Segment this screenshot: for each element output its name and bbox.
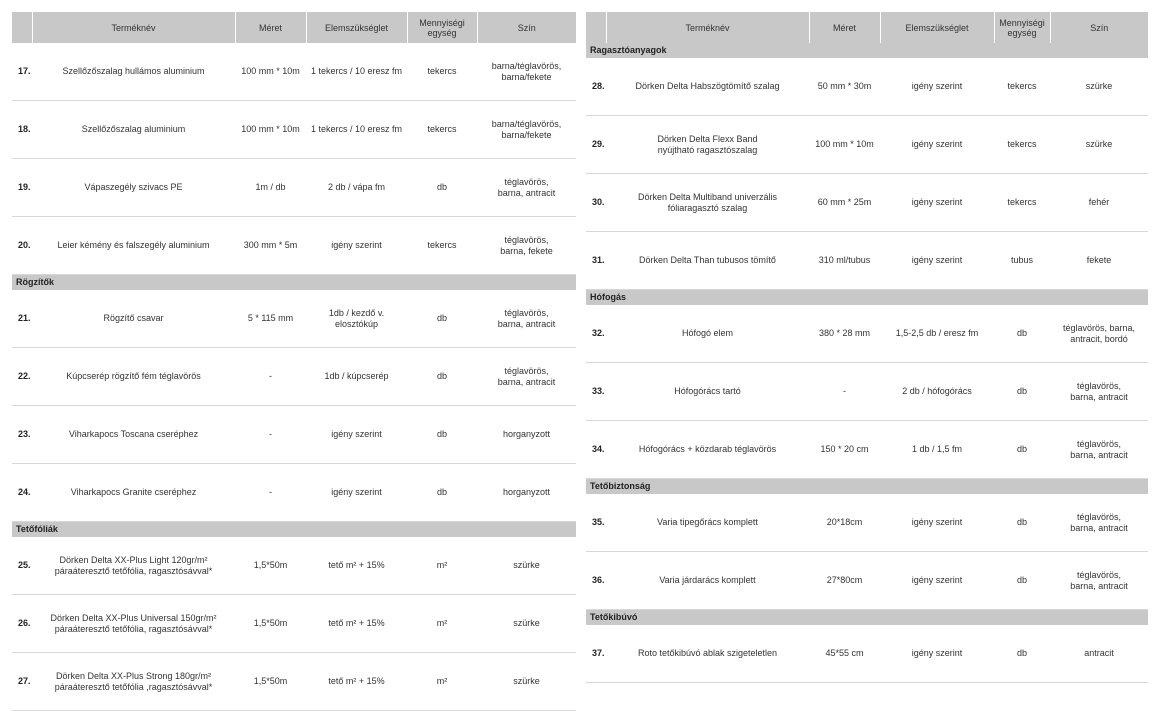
item-unit: m² [407,595,477,653]
item-unit: m² [407,653,477,711]
item-number: 30. [586,174,606,232]
section-header-rogzitok [12,275,576,291]
item-number: 22. [12,348,32,406]
table-row [12,101,576,159]
table-row [12,43,576,101]
item-requirement: tető m² + 15% [306,537,407,595]
item-requirement: igény szerint [880,552,994,610]
item-unit: tekercs [407,101,477,159]
item-color: téglavörös, barna, antracit [477,290,576,348]
section-header-tetofoliak [12,522,576,538]
item-color: téglavörös, barna, antracit, bordó [1050,305,1148,363]
item-color: téglavörös, barna, fekete [477,217,576,275]
item-unit: db [407,464,477,522]
item-requirement: 1,5-2,5 db / eresz fm [880,305,994,363]
item-name: Rögzítő csavar [32,290,235,348]
item-unit: m² [407,537,477,595]
item-color: téglavörös, barna, antracit [1050,552,1148,610]
item-requirement: igény szerint [880,174,994,232]
item-size: 380 * 28 mm [809,305,880,363]
item-size: 100 mm * 10m [809,116,880,174]
item-number: 23. [12,406,32,464]
item-size: 60 mm * 25m [809,174,880,232]
item-unit: db [994,494,1050,552]
item-size: - [235,464,306,522]
item-name: Leier kémény és falszegély aluminium [32,217,235,275]
item-size: 310 ml/tubus [809,232,880,290]
header-unit: Mennyiségi egység [994,12,1050,43]
item-number: 24. [12,464,32,522]
item-unit: db [407,159,477,217]
item-color: fehér [1050,174,1148,232]
item-name: Vápaszegély szivacs PE [32,159,235,217]
item-name: Varia járdarács komplett [606,552,809,610]
item-unit: db [994,625,1050,683]
header-product-name: Terméknév [32,12,235,43]
item-color: téglavörös, barna, antracit [477,348,576,406]
item-size: 150 * 20 cm [809,421,880,479]
item-name: Varia tipegőrács komplett [606,494,809,552]
item-color: barna/téglavörös, barna/fekete [477,101,576,159]
item-size: - [235,348,306,406]
item-number: 27. [12,653,32,711]
item-size: 1,5*50m [235,653,306,711]
header-size: Méret [809,12,880,43]
section-header-hofogas [586,290,1148,306]
item-requirement: igény szerint [306,464,407,522]
item-number: 21. [12,290,32,348]
item-color: szürke [477,653,576,711]
item-number: 32. [586,305,606,363]
item-number: 26. [12,595,32,653]
item-requirement: 1 tekercs / 10 eresz fm [306,101,407,159]
item-number: 19. [12,159,32,217]
item-name: Dörken Delta XX-Plus Universal 150gr/m² páraáteresztő tetőfólia, ragasztósávval* [32,595,235,653]
item-unit: db [407,348,477,406]
header-unit: Mennyiségi egység [407,12,477,43]
table-row [12,464,576,522]
item-requirement: igény szerint [306,217,407,275]
item-size: 1m / db [235,159,306,217]
section-title: Hófogás [586,290,1148,306]
item-size: 27*80cm [809,552,880,610]
item-number: 37. [586,625,606,683]
item-unit: tubus [994,232,1050,290]
table-row [12,159,576,217]
item-name: Dörken Delta XX-Plus Light 120gr/m² páraáteresztő tetőfólia, ragasztósávval* [32,537,235,595]
item-name: Viharkapocs Granite cseréphez [32,464,235,522]
item-color: téglavörös, barna, antracit [477,159,576,217]
item-size: - [235,406,306,464]
item-number: 36. [586,552,606,610]
item-unit: tekercs [994,174,1050,232]
item-name: Dörken Delta Flexx Band nyújtható ragasztószalag [606,116,809,174]
item-number: 28. [586,58,606,116]
item-unit: tekercs [994,58,1050,116]
section-header-tetokibuvo [586,610,1148,626]
item-requirement: 2 db / hófogórács [880,363,994,421]
table-row [12,217,576,275]
item-name: Hófogó elem [606,305,809,363]
header-number [586,12,606,43]
section-title: Rögzítők [12,275,576,291]
table-row [586,116,1148,174]
section-header-ragasztoanyagok [586,43,1148,58]
item-color: barna/téglavörös, barna/fekete [477,43,576,101]
item-size: 45*55 cm [809,625,880,683]
item-number: 34. [586,421,606,479]
item-color: antracit [1050,625,1148,683]
item-number: 25. [12,537,32,595]
section-title: Tetőfóliák [12,522,576,538]
item-requirement: 1 db / 1,5 fm [880,421,994,479]
table-row [586,232,1148,290]
item-color: szürke [1050,116,1148,174]
item-size: 5 * 115 mm [235,290,306,348]
table-row [586,421,1148,479]
item-color: téglavörös, barna, antracit [1050,421,1148,479]
item-name: Dörken Delta Multiband univerzális fóliaragasztó szalag [606,174,809,232]
table-row [586,363,1148,421]
item-size: 20*18cm [809,494,880,552]
item-color: téglavörös, barna, antracit [1050,494,1148,552]
item-size: 100 mm * 10m [235,101,306,159]
product-table-right [586,12,1148,683]
item-requirement: tető m² + 15% [306,653,407,711]
item-color: horganyzott [477,464,576,522]
header-requirement: Elemszükséglet [880,12,994,43]
item-name: Szellőzőszalag aluminium [32,101,235,159]
item-unit: db [407,406,477,464]
table-row [586,58,1148,116]
table-row [586,625,1148,683]
table-row [12,653,576,711]
item-number: 31. [586,232,606,290]
item-color: horganyzott [477,406,576,464]
item-unit: tekercs [994,116,1050,174]
item-name: Dörken Delta Than tubusos tömítő [606,232,809,290]
table-row [12,290,576,348]
item-size: 1,5*50m [235,595,306,653]
section-title: Ragasztóanyagok [586,43,1148,58]
item-name: Kúpcserép rögzítő fém téglavörös [32,348,235,406]
item-name: Hófogórács + közdarab téglavörös [606,421,809,479]
item-size: - [809,363,880,421]
item-name: Szellőzőszalag hullámos aluminium [32,43,235,101]
table-row [12,348,576,406]
item-unit: tekercs [407,43,477,101]
item-unit: db [994,421,1050,479]
item-unit: db [994,363,1050,421]
table-row [586,494,1148,552]
header-number [12,12,32,43]
item-unit: tekercs [407,217,477,275]
section-title: Tetőbiztonság [586,479,1148,495]
item-size: 50 mm * 30m [809,58,880,116]
table-row [586,305,1148,363]
item-name: Viharkapocs Toscana cseréphez [32,406,235,464]
item-name: Dörken Delta XX-Plus Strong 180gr/m² páraáteresztő tetőfólia ,ragasztósávval* [32,653,235,711]
item-requirement: igény szerint [880,625,994,683]
item-requirement: 1db / kúpcserép [306,348,407,406]
header-size: Méret [235,12,306,43]
item-number: 17. [12,43,32,101]
product-table-left [12,12,576,711]
item-number: 29. [586,116,606,174]
table-header [12,12,576,43]
item-number: 33. [586,363,606,421]
item-color: szürke [477,595,576,653]
item-requirement: igény szerint [880,58,994,116]
item-color: szürke [477,537,576,595]
item-unit: db [407,290,477,348]
table-row [586,174,1148,232]
table-row [12,537,576,595]
item-requirement: igény szerint [306,406,407,464]
header-product-name: Terméknév [606,12,809,43]
item-number: 35. [586,494,606,552]
item-size: 1,5*50m [235,537,306,595]
item-requirement: igény szerint [880,116,994,174]
header-color: Szín [1050,12,1148,43]
header-color: Szín [477,12,576,43]
section-title: Tetőkibúvó [586,610,1148,626]
item-name: Hófogórács tartó [606,363,809,421]
item-unit: db [994,305,1050,363]
item-size: 300 mm * 5m [235,217,306,275]
item-requirement: 1db / kezdő v. elosztókúp [306,290,407,348]
header-requirement: Elemszükséglet [306,12,407,43]
table-header [586,12,1148,43]
table-row [586,552,1148,610]
item-requirement: tető m² + 15% [306,595,407,653]
item-unit: db [994,552,1050,610]
item-color: fekete [1050,232,1148,290]
item-requirement: 1 tekercs / 10 eresz fm [306,43,407,101]
item-size: 100 mm * 10m [235,43,306,101]
item-number: 20. [12,217,32,275]
item-requirement: igény szerint [880,232,994,290]
item-requirement: 2 db / vápa fm [306,159,407,217]
item-color: téglavörös, barna, antracit [1050,363,1148,421]
item-requirement: igény szerint [880,494,994,552]
item-number: 18. [12,101,32,159]
item-color: szürke [1050,58,1148,116]
table-row [12,406,576,464]
section-header-tetobiztonsag [586,479,1148,495]
item-name: Dörken Delta Habszögtömítő szalag [606,58,809,116]
item-name: Roto tetőkibúvó ablak szigeteletlen [606,625,809,683]
table-row [12,595,576,653]
